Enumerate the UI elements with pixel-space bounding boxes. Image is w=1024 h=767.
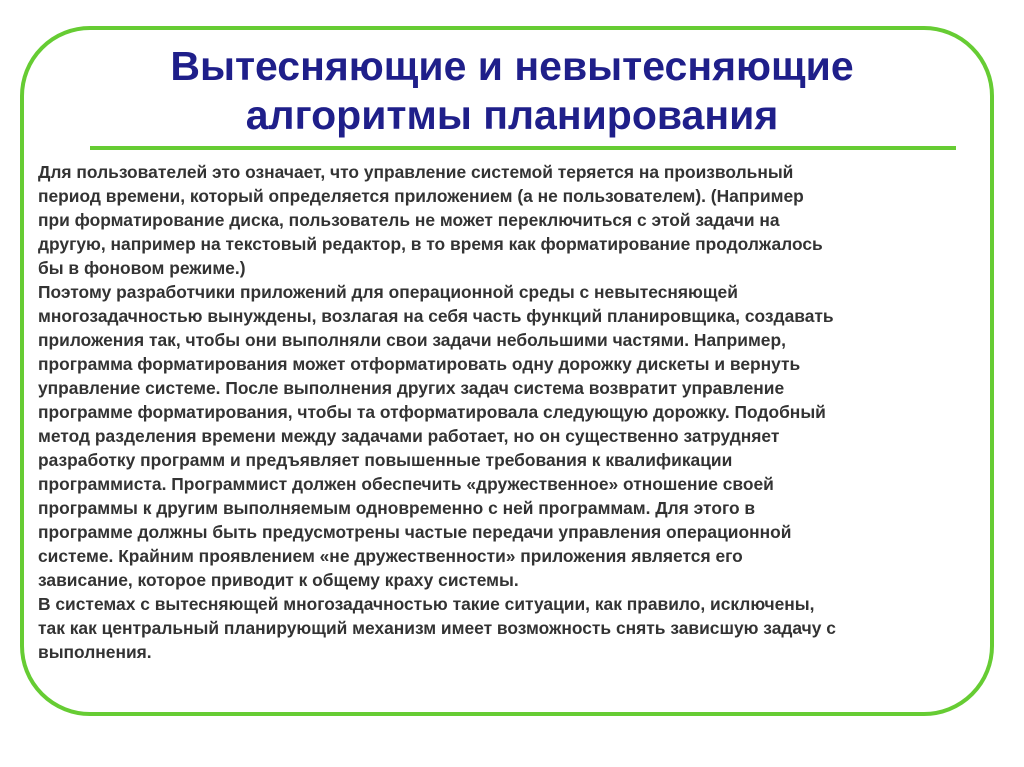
body-line: зависание, которое приводит к общему краху системы. — [38, 570, 519, 590]
body-line: приложения так, чтобы они выполняли свои задачи небольшими частями. Например, — [38, 330, 786, 350]
title-divider — [90, 146, 956, 150]
body-line: Поэтому разработчики приложений для операционной среды с невытесняющей — [38, 282, 738, 302]
body-line: программы к другим выполняемым одновременно с ней программам. Для этого в — [38, 498, 756, 518]
body-line: бы в фоновом режиме.) — [38, 258, 246, 278]
body-line: управление системе. После выполнения других задач система возвратит управление — [38, 378, 785, 398]
body-line: период времени, который определяется приложением (а не пользователем). (Например — [38, 186, 804, 206]
slide-body — [38, 160, 978, 664]
body-line: Для пользователей это означает, что управление системой теряется на произвольный — [38, 162, 794, 182]
body-line: так как центральный планирующий механизм имеет возможность снять зависшую задачу с — [38, 618, 836, 638]
slide-title-line: алгоритмы планирования — [245, 92, 779, 138]
body-line: другую, например на текстовый редактор, в то время как форматирование продолжалось — [38, 234, 823, 254]
body-line: В системах с вытесняющей многозадачностью такие ситуации, как правило, исключены, — [38, 594, 815, 614]
body-line: программа форматирования может отформатировать одну дорожку дискеты и вернуть — [38, 354, 801, 374]
body-line: программе форматирования, чтобы та отформатировала следующую дорожку. Подобный — [38, 402, 826, 422]
body-line: метод разделения времени между задачами работает, но он существенно затрудняет — [38, 426, 780, 446]
slide-title — [60, 42, 964, 140]
body-line: программе должны быть предусмотрены частые передачи управления операционной — [38, 522, 792, 542]
body-line: разработку программ и предъявляет повышенные требования к квалификации — [38, 450, 733, 470]
body-line: при форматирование диска, пользователь не может переключиться с этой задачи на — [38, 210, 780, 230]
body-line: выполнения. — [38, 642, 152, 662]
body-line: многозадачностью вынуждены, возлагая на себя часть функций планировщика, создавать — [38, 306, 834, 326]
body-line: системе. Крайним проявлением «не дружественности» приложения является его — [38, 546, 743, 566]
slide-title-line: Вытесняющие и невытесняющие — [170, 43, 854, 89]
body-line: программиста. Программист должен обеспечить «дружественное» отношение своей — [38, 474, 774, 494]
